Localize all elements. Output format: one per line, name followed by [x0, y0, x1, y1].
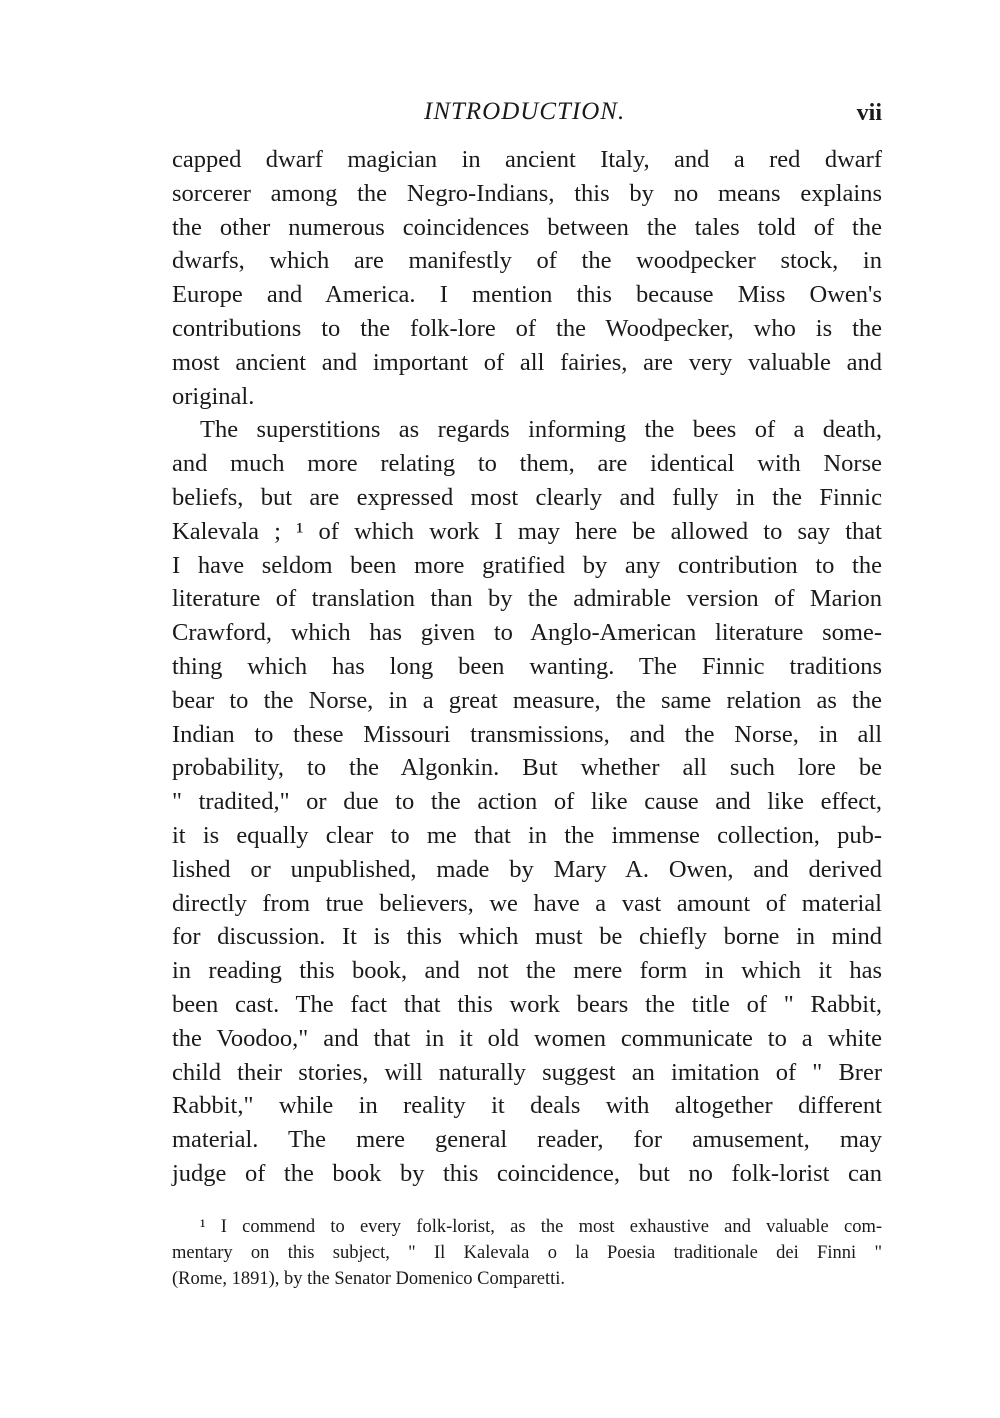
text-line: capped dwarf magician in ancient Italy, and a red dwarf: [172, 146, 882, 173]
text-line: the other numerous coincidences between the tales told of the: [172, 213, 882, 241]
text-line: sorcerer among the Negro-Indians, this by no means explains: [172, 179, 882, 207]
text-line: Crawford, which has given to Anglo-American literature some-: [172, 619, 882, 647]
body-text: [172, 143, 882, 1191]
page-number: vii: [856, 100, 882, 126]
text-line: Indian to these Missouri transmissions, and the Norse, in all: [172, 720, 882, 748]
footnote-line: mentary on this subject, " Il Kalevala o la Poesia traditionale dei Finni ": [172, 1243, 882, 1263]
text-line: literature of translation than by the admirable version of Marion: [172, 585, 882, 613]
text-line: bear to the Norse, in a great measure, the same relation as the: [172, 686, 882, 714]
text-line: I have seldom been more gratified by any contribution to the: [172, 551, 882, 579]
text-line: Kalevala ; ¹ of which work I may here be allowed to say that: [172, 517, 882, 545]
text-line: judge of the book by this coincidence, but no folk-lorist can: [172, 1159, 882, 1187]
footnote-line: ¹ I commend to every folk-lorist, as the most exhaustive and valuable com-: [200, 1217, 882, 1237]
text-line: thing which has long been wanting. The Finnic traditions: [172, 652, 882, 680]
footnote: [172, 1214, 882, 1292]
text-line: lished or unpublished, made by Mary A. Owen, and derived: [172, 855, 882, 883]
running-head-title: INTRODUCTION.: [424, 98, 626, 125]
text-line: been cast. The fact that this work bears the title of " Rabbit,: [172, 990, 882, 1018]
text-line: material. The mere general reader, for amusement, may: [172, 1126, 882, 1154]
text-line: in reading this book, and not the mere form in which it has: [172, 957, 882, 985]
text-line: it is equally clear to me that in the immense collection, pub-: [172, 821, 882, 849]
text-line: and much more relating to them, are identical with Norse: [172, 450, 882, 478]
text-line: directly from true believers, we have a vast amount of material: [172, 889, 882, 917]
text-line: Europe and America. I mention this because Miss Owen's: [172, 281, 882, 309]
text-line: the Voodoo," and that in it old women communicate to a white: [172, 1024, 882, 1052]
text-line: dwarfs, which are manifestly of the woodpecker stock, in: [172, 247, 882, 275]
text-line: probability, to the Algonkin. But whether all such lore be: [172, 754, 882, 782]
text-line: Rabbit," while in reality it deals with altogether different: [172, 1092, 882, 1120]
footnote-line: (Rome, 1891), by the Senator Domenico Comparetti.: [172, 1269, 566, 1289]
text-line: " tradited," or due to the action of like cause and like effect,: [172, 788, 882, 816]
text-line: for discussion. It is this which must be chiefly borne in mind: [172, 923, 882, 951]
text-line: contributions to the folk-lore of the Woodpecker, who is the: [172, 314, 882, 342]
text-line: original.: [172, 382, 255, 410]
text-line: child their stories, will naturally suggest an imitation of " Brer: [172, 1058, 882, 1086]
running-head: [172, 98, 882, 138]
text-line: most ancient and important of all fairies, are very valuable and: [172, 348, 882, 376]
text-line: The superstitions as regards informing the bees of a death,: [200, 416, 882, 444]
text-line: beliefs, but are expressed most clearly and fully in the Finnic: [172, 483, 882, 511]
